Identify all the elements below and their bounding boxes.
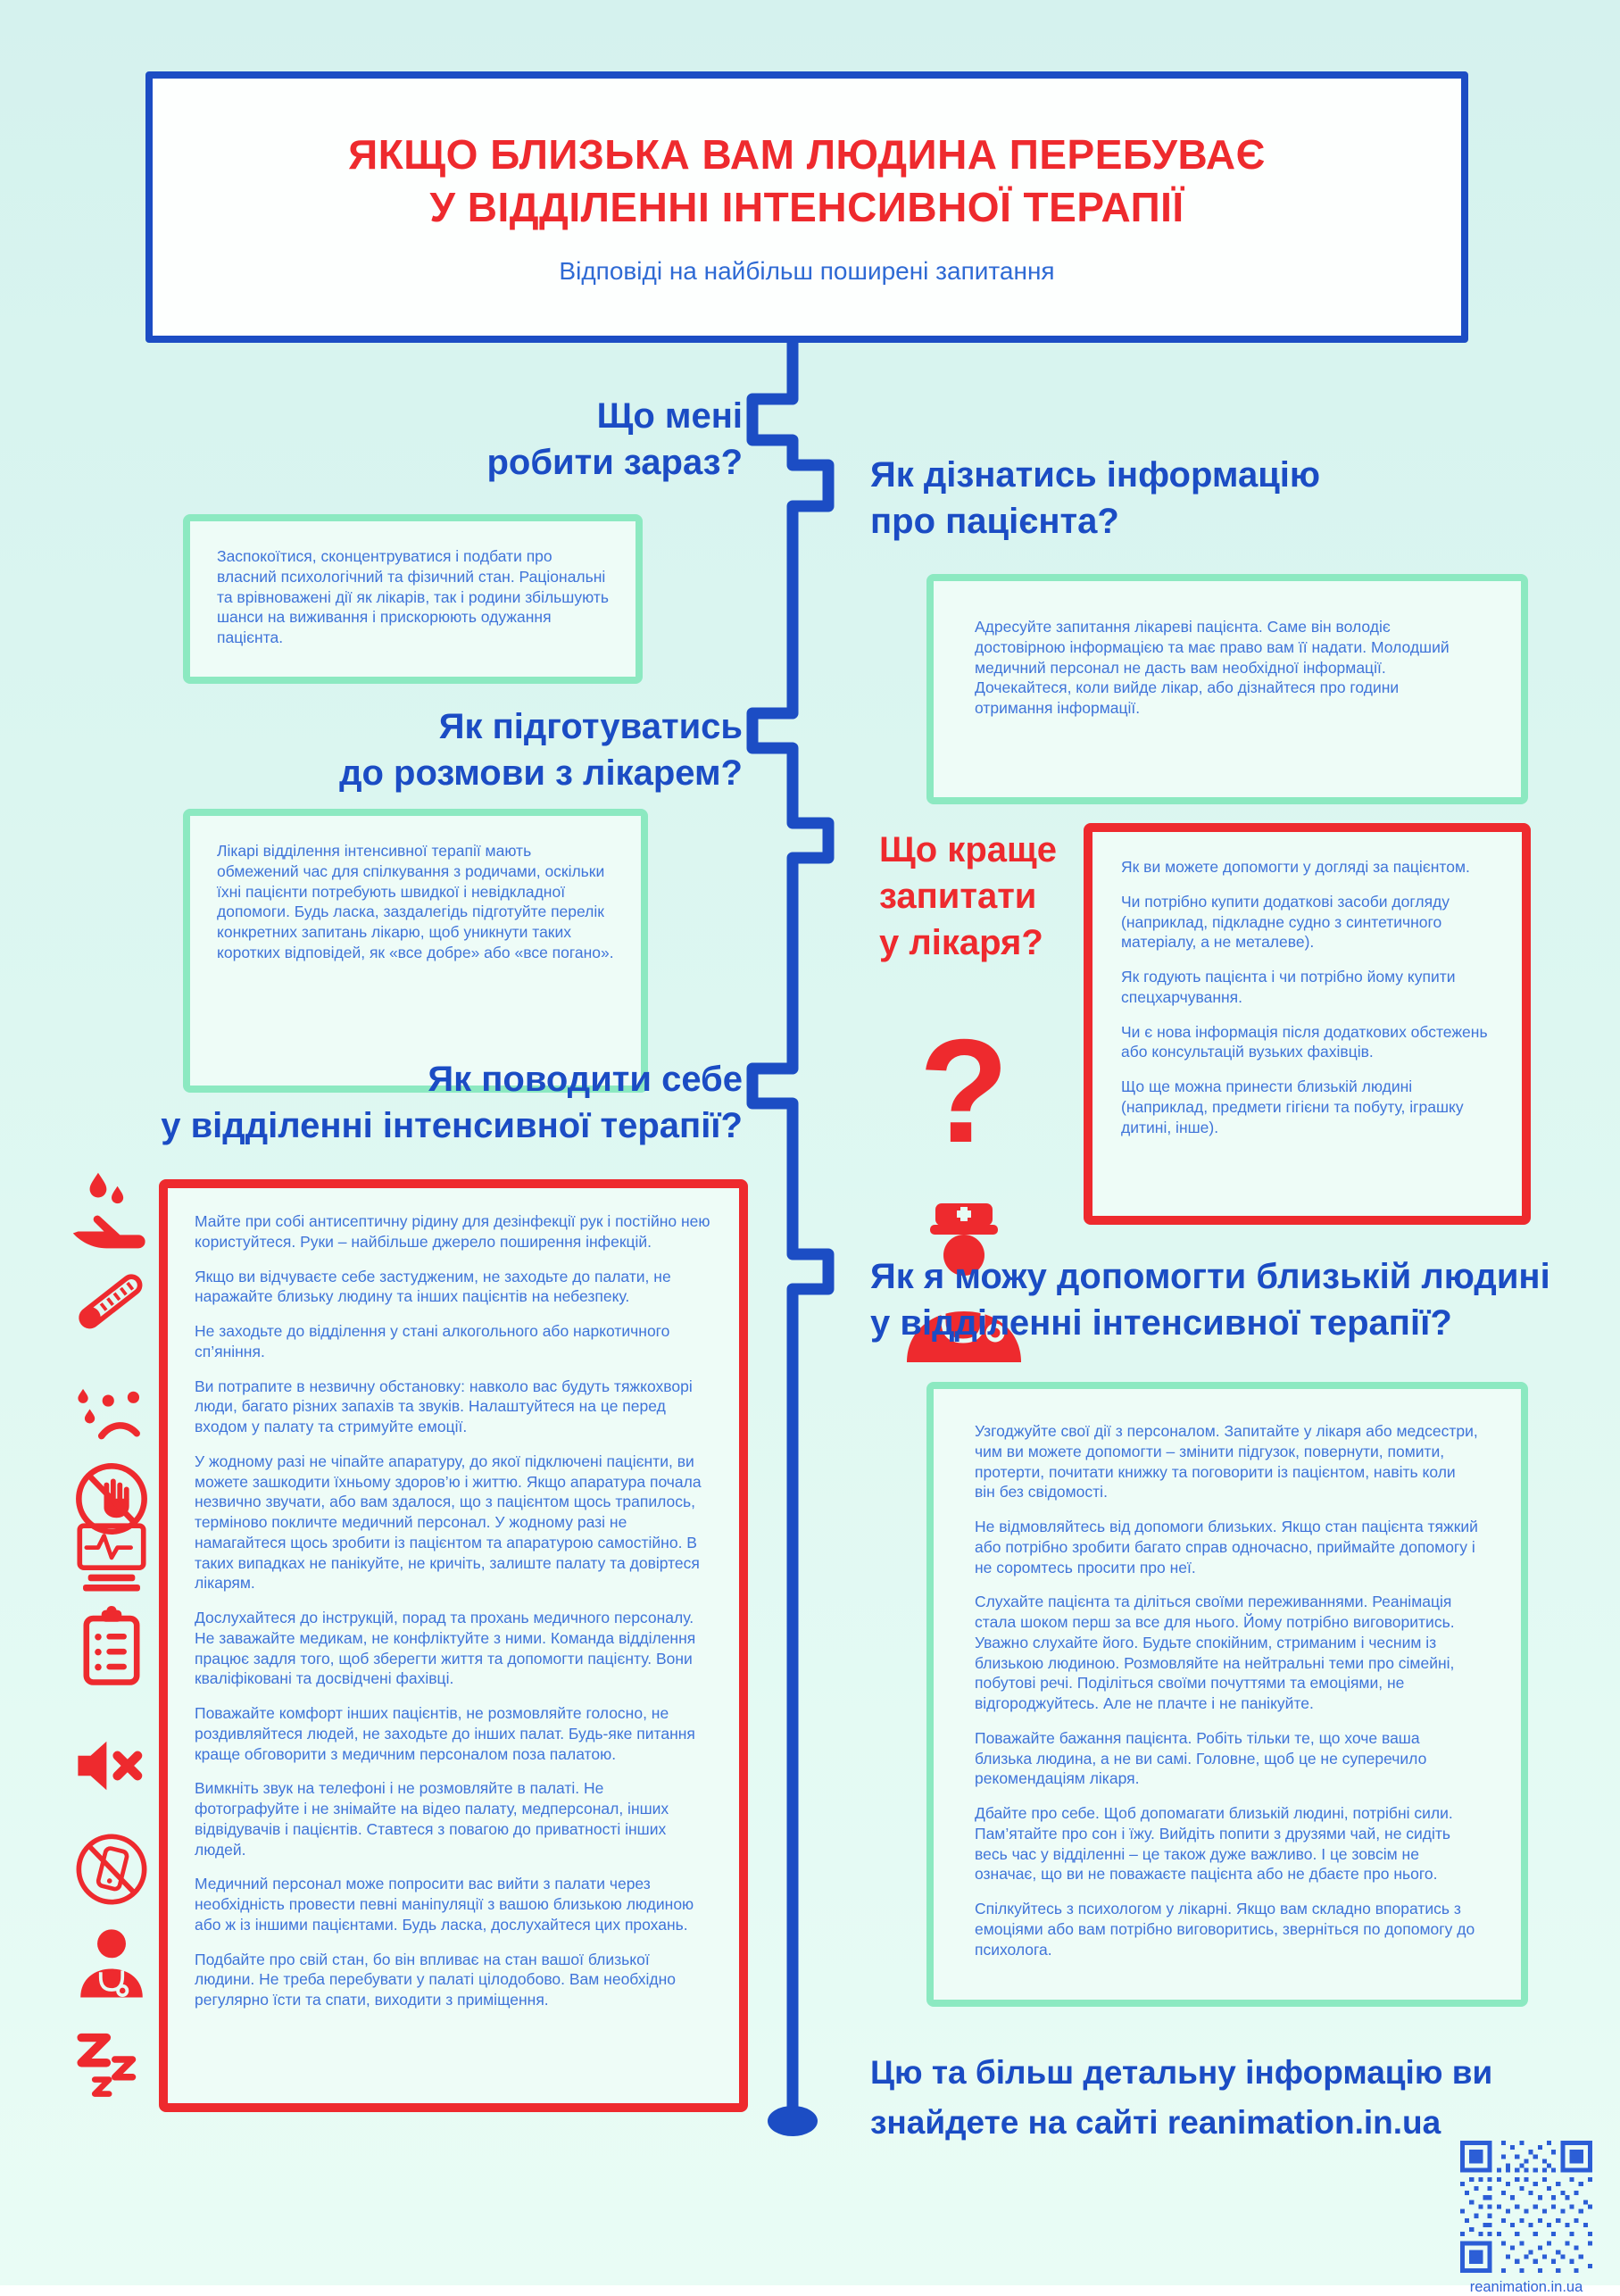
sad-face-icon <box>70 1374 154 1458</box>
answer-box-q2 <box>926 574 1528 804</box>
answer-paragraph: Поважайте комфорт інших пацієнтів, не розмовляйте голосно, не роздивляйтеся людей, не заходьте до інших палат. Будь-яке питання краще обговорити з медичним персоналом поза палатою. <box>195 1704 695 1763</box>
answer-paragraph: Майте при собі антисептичну рідину для дезінфекції рук і постійно нею користуйтеся. Руки – найбільше джерело поширення інфекцій. <box>195 1212 710 1251</box>
question-heading-q5: Як поводити себе у відділенні інтенсивної терапії? <box>161 1060 743 1145</box>
answer-paragraph: Слухайте пацієнта та діліться своїми переживаннями. Реанімація стала шоком перш за все для нього. Йому потрібно виговоритись. Уважно слухайте його. Будьте спокійним, стриманим і чесним із близькою людиною. Розмовляйте на нейтральні теми про сімейні, побутові речі. Поділіться своїми почуттями та емоціями, не відгороджуйтесь. Але не плачте і не панікуйте. <box>975 1593 1455 1712</box>
monitor-icon <box>70 1514 154 1598</box>
answer-paragraph: Як годують пацієнта і чи потрібно йому купити спецхарчування. <box>1121 968 1456 1006</box>
answer-paragraph: Подбайте про свій стан, бо він впливає на стан вашої близької людини. Не треба перебувати у палаті цілодобово. Вам необхідно регулярно їсти та спати, виходити з приміщення. <box>195 1950 676 2009</box>
answer-paragraph: Спілкуйтесь з психологом у лікарні. Якщо вам складно впоратись з емоціями або вам потрібно виговоритись, зверніться по допомогу до психолога. <box>975 1900 1475 1959</box>
answer-paragraph: Поважайте бажання пацієнта. Робіть тільки те, що хоче ваша близька людина, а не ви самі. Головне, щоб це не суперечило рекомендаціям лікаря. <box>975 1728 1427 1788</box>
clipboard-icon <box>70 1605 154 1689</box>
answer-paragraph: Вимкніть звук на телефоні і не розмовляйте в палаті. Не фотографуйте і не знімайте на відео палату, медперсонал, інших відвідувачів і пацієнтів. Ставтеся з повагою до приватності інших людей. <box>195 1779 669 1859</box>
poster-title-line1: ЯКЩО БЛИЗЬКА ВАМ ЛЮДИНА ПЕРЕБУВАЄ <box>348 131 1266 179</box>
footer-note: Цю та більш детальну інформацію ви знайдете на сайті reanimation.in.ua <box>870 2054 1493 2141</box>
question-mark-icon: ? <box>918 1009 1009 1173</box>
qr-code <box>1459 2141 1593 2296</box>
question-heading-q3: Як підготуватись до розмови з лікарем? <box>339 707 743 793</box>
answer-paragraph: Якщо ви відчуваєте себе застудженим, не заходьте до палати, не наражайте близьку людину та інших пацієнтів на небезпеку. <box>195 1267 671 1306</box>
answer-paragraph: Дбайте про себе. Щоб допомагати близькій людині, потрібні сили. Пам’ятайте про сон і їжу. Вийдіть попити з друзями чай, не сидіть весь час у відділенні – це також дуже важливо. І це зовсім не означає, що ви не поважаєте пацієнта або не дбаєте про нього. <box>975 1804 1453 1884</box>
answer-box-q3 <box>183 809 648 1093</box>
answer-paragraph: Ви потрапите в незвичну обстановку: навколо вас будуть тяжкохворі люди, багато різних запахів та звуків. Налаштуйтеся на це перед входом у палату та стримуйте емоції. <box>195 1377 693 1435</box>
poster-title-line2: У ВІДДІЛЕННІ ІНТЕНСИВНОЇ ТЕРАПІЇ <box>429 184 1184 230</box>
answer-paragraph: Як ви можете допомогти у догляді за пацієнтом. <box>1121 858 1470 876</box>
answer-box-q4 <box>1084 823 1531 1225</box>
answer-paragraph: Не заходьте до відділення у стані алкогольного або наркотичного сп’яніння. <box>195 1322 670 1360</box>
question-heading-q2: Як дізнатись інформацію про пацієнта? <box>870 455 1321 541</box>
hand-antiseptic-icon <box>70 1169 154 1253</box>
answer-paragraph: У жодному разі не чіпайте апаратуру, до якої підключені пацієнти, ви можете зашкодити їхньому здоров’ю і життю. Якщо апаратура почала незвично звучати, або вам здалося, що з пацієнтом щось трапилось, терміново покличте медичний персонал. У жодному разі не намагайтеся щось зробити із пацієнтом та апаратурою самостійно. В таких випадках не панікуйте, не кричіть, залиште палату та довіртеся лікарям. <box>195 1452 702 1593</box>
answer-box-q5 <box>159 1179 748 2112</box>
answer-paragraph: Не відмовляйтесь від допомоги близьких. Якщо стан пацієнта тяжкий або потрібно зробити багато справ одночасно, приймайте допомогу і не соромтесь просити про неї. <box>975 1518 1478 1576</box>
qr-caption: reanimation.in.ua <box>1469 2279 1583 2295</box>
answer-paragraph: Заспокоїтися, сконцентруватися і подбати про власний психологічний та фізичний стан. Раціональні та врівноважені дії як лікарів, так і родини збільшують шанси на виживання і прискорюють одужання пацієнта. <box>217 547 609 646</box>
answer-paragraph: Чи потрібно купити додаткові засоби догляду (наприклад, підкладне судно з синтетичного матеріалу, а не металеве). <box>1121 892 1450 952</box>
question-heading-q4: Що краще запитати у лікаря? <box>879 830 1058 962</box>
answer-paragraph: Дослухайтеся до інструкцій, порад та прохань медичного персоналу. Не заважайте медикам, не конфліктуйте з ними. Команда відділення працює задля того, щоб зберегти життя та допомогти пацієнту. Вони кваліфіковані та досвідчені фахівці. <box>195 1609 696 1688</box>
thermometer-icon <box>70 1259 154 1343</box>
answer-box-q1 <box>183 514 643 684</box>
header-box <box>145 71 1468 343</box>
answer-paragraph: Чи є нова інформація після додаткових обстежень або консультацій вузьких фахівців. <box>1121 1022 1488 1061</box>
doctor-icon <box>70 1920 154 2004</box>
no-phone-icon <box>70 1827 154 1911</box>
answer-box-q6 <box>926 1382 1528 2007</box>
question-heading-q6: Як я можу допомогти близькій людині у відділенні інтенсивної терапії? <box>870 1257 1550 1343</box>
timeline-end-dot <box>768 2106 818 2136</box>
poster-subtitle: Відповіді на найбільш поширені запитання <box>559 256 1055 285</box>
question-heading-q1: Що мені робити зараз? <box>486 396 743 482</box>
answer-paragraph: Адресуйте запитання лікареві пацієнта. Саме він володіє достовірною інформацією та має право вам її надати. Молодший медичний персонал не дасть вам необхідної інформації. Дочекайтеся, коли вийде лікар, або дізнайтеся про години отримання інформації. <box>975 618 1450 717</box>
answer-paragraph: Лікарі відділення інтенсивної терапії мають обмежений час для спілкування з родичами, оскільки їхні пацієнти потребують швидкої і невідкладної допомоги. Будь ласка, заздалегідь підготуйте перелік конкретних запитань лікарю, щоб уникнути таких коротких відповідей, як «все добре» або «все погано». <box>217 842 614 961</box>
answer-paragraph: Що ще можна принести близькій людині (наприклад, предмети гігієни та побуту, іграшку дитині, інше). <box>1121 1077 1464 1136</box>
sleep-icon <box>70 2017 154 2101</box>
mute-icon <box>70 1724 154 1808</box>
answer-paragraph: Медичний персонал може попросити вас вийти з палати через необхідність провести певні маніпуляції з вашою близькою людиною або ж із іншими пацієнтами. Будь ласка, дослухайтеся цих прохань. <box>195 1875 694 1934</box>
answer-paragraph: Узгоджуйте свої дії з персоналом. Запитайте у лікаря або медсестри, чим ви можете допомогти – змінити підгузок, повернути, помити, протерти, почитати книжку та поговорити із пацієнтом, навіть коли він без свідомості. <box>975 1422 1478 1502</box>
